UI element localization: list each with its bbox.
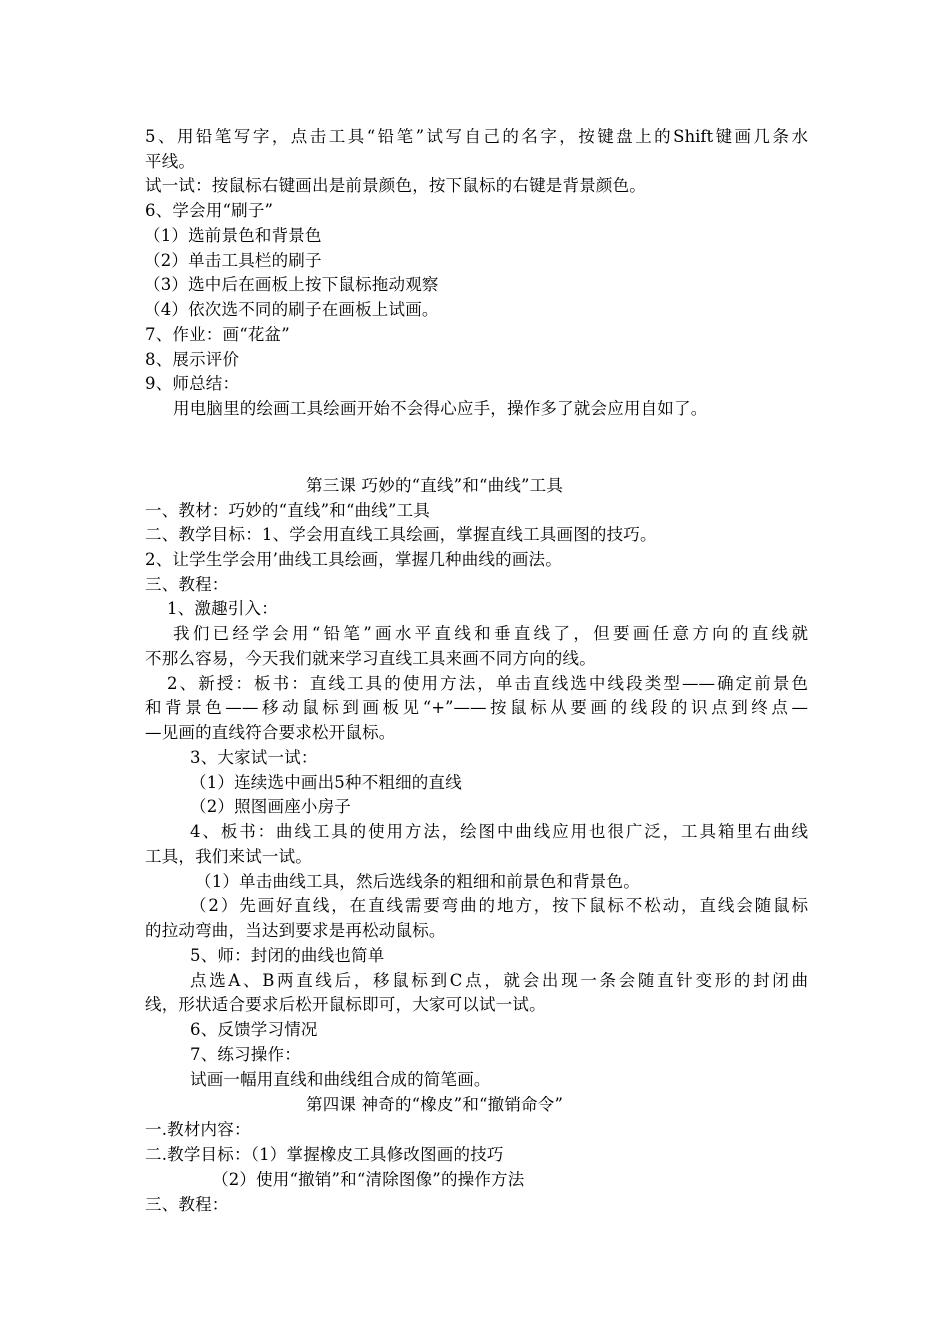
text-line: 6、学会用“刷子”: [145, 201, 274, 220]
text-line: 线，形状适合要求后松开鼠标即可，大家可以试一试。: [145, 995, 546, 1014]
text-line: 2、新授：板书：直线工具的使用方法，单击直线选中线段类型——确定前景色: [167, 674, 808, 693]
text-line: 1、激趣引入：: [167, 599, 278, 618]
text-line: 不那么容易，今天我们就来学习直线工具来画不同方向的线。: [145, 649, 596, 668]
text-line: 6、反馈学习情况: [190, 1020, 318, 1039]
text-line: （2）使用“撤销”和“清除图像”的操作方法: [212, 1170, 525, 1189]
text-line: 5、师：封闭的曲线也简单: [190, 946, 385, 965]
text-line: 试一试：按鼠标右键画出是前景颜色，按下鼠标的右键是背景颜色。: [145, 176, 646, 195]
text-line: 和背景色——移动鼠标到画板见“+”——按鼠标从要画的线段的识点到终点—: [145, 698, 808, 717]
text-line: 三、教程：: [145, 575, 229, 594]
text-line: （1）单击曲线工具，然后选线条的粗细和前景色和背景色。: [195, 872, 640, 891]
text-line: （2）照图画座小房子: [190, 797, 351, 816]
lesson-title: 第三课 巧妙的“直线”和“曲线”工具: [306, 476, 564, 495]
text-line: 点选A、B两直线后，移鼠标到C点，就会出现一条会随直针变形的封闭曲: [190, 971, 808, 990]
text-line: 平线。: [145, 152, 196, 171]
text-line: （3）选中后在画板上按下鼠标拖动观察: [144, 275, 439, 294]
text-line: 4、板书：曲线工具的使用方法，绘图中曲线应用也很广泛，工具箱里右曲线: [190, 822, 808, 841]
text-line: 的拉动弯曲，当达到要求是再松动鼠标。: [145, 921, 446, 940]
text-line: 5、用铅笔写字，点击工具“铅笔”试写自己的名字，按键盘上的Shift键画几条水: [145, 127, 808, 146]
text-line: 试画一幅用直线和曲线组合成的简笔画。: [190, 1070, 491, 1089]
text-line: 7、作业：画“花盆”: [145, 325, 290, 344]
text-line: 2、让学生学会用’曲线工具绘画，掌握几种曲线的画法。: [145, 550, 562, 569]
text-line: 一.教材内容：: [145, 1120, 251, 1139]
text-line: （2）单击工具栏的刷子: [144, 251, 322, 270]
text-line: 二.教学目标：（1）掌握橡皮工具修改图画的技巧: [145, 1145, 504, 1164]
text-line: 二、教学目标：1、学会用直线工具绘画，掌握直线工具画图的技巧。: [145, 525, 657, 544]
text-line: （2）先画好直线，在直线需要弯曲的地方，按下鼠标不松动，直线会随鼠标: [190, 896, 808, 915]
text-line: 用电脑里的绘画工具绘画开始不会得心应手，操作多了就会应用自如了。: [173, 399, 708, 418]
text-line: 三、教程：: [145, 1195, 229, 1214]
text-line: 一、教材：巧妙的“直线”和“曲线”工具: [145, 501, 431, 520]
text-line: —见画的直线符合要求松开鼠标。: [145, 723, 396, 742]
text-line: 8、展示评价: [145, 350, 240, 369]
text-line: 工具，我们来试一试。: [145, 847, 312, 866]
text-line: （4）依次选不同的刷子在画板上试画。: [144, 300, 439, 319]
text-line: 3、大家试一试：: [190, 748, 318, 767]
text-line: （1）选前景色和背景色: [144, 226, 322, 245]
text-line: 7、练习操作：: [190, 1045, 301, 1064]
lesson-title: 第四课 神奇的“橡皮”和“撤销命令”: [306, 1095, 564, 1114]
text-line: 9、师总结：: [145, 374, 240, 393]
text-line: 我们已经学会用“铅笔”画水平直线和垂直线了，但要画任意方向的直线就: [173, 624, 808, 643]
text-line: （1）连续选中画出5种不粗细的直线: [190, 773, 462, 792]
